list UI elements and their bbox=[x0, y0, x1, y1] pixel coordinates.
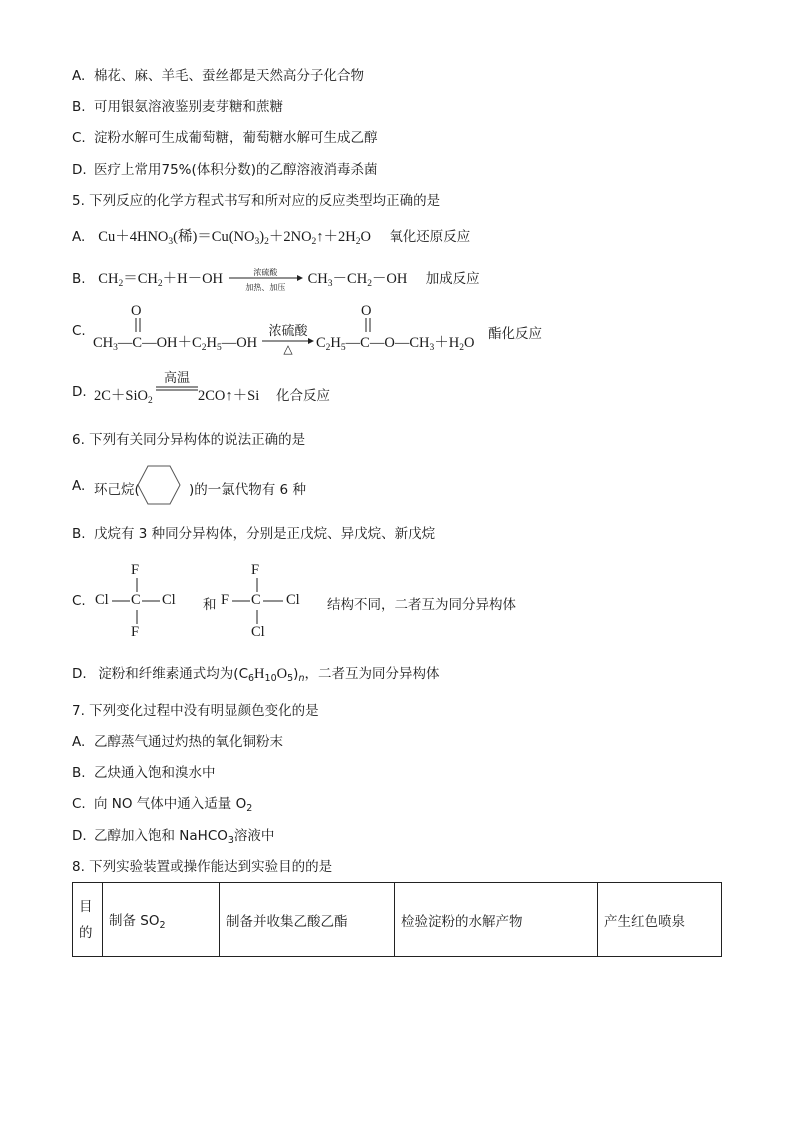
table-cell-ethyl-acetate: 制备并收集乙酸乙酯 bbox=[220, 883, 395, 957]
q7-option-b: B. 乙炔通入饱和溴水中 bbox=[72, 765, 216, 781]
reaction-arrow-c: 浓硫酸 △ bbox=[262, 320, 314, 356]
q5-option-b: B. $CH_2=CH_2+H-OH$ 浓硫酸 加热、加压 $CH_3-CH_2-OH$ 加成反应 bbox=[72, 268, 480, 292]
table-cell-fountain: 产生红色喷泉 bbox=[598, 883, 722, 957]
q6-option-b: B. 戊烷有 3 种同分异构体，分别是正戊烷、异戊烷、新戊烷 bbox=[72, 526, 436, 542]
q5-stem: 5. 下列反应的化学方程式书写和所对应的反应类型均正确的是 bbox=[72, 193, 441, 209]
condition-high-temp: 高温 bbox=[163, 371, 190, 386]
experiment-table bbox=[72, 882, 722, 957]
table-row bbox=[73, 883, 722, 957]
q4-option-d: D. 医疗上常用75%(体积分数)的乙醇溶液消毒杀菌 bbox=[72, 162, 378, 178]
q4-option-c: C. 淀粉水解可生成葡萄糖，葡萄糖水解可生成乙醇 bbox=[72, 130, 378, 146]
q4-option-a: A. 棉花、麻、羊毛、蚕丝都是天然高分子化合物 bbox=[72, 68, 364, 84]
q5-option-a: A. $Cu+4HNO_3$(稀)$=Cu(NO_3)_2+2NO_2↑+2H_2O$ 氧化还原反应 bbox=[72, 229, 471, 247]
table-header-cell: 目 的 bbox=[73, 883, 103, 957]
q6-stem: 6. 下列有关同分异构体的说法正确的是 bbox=[72, 432, 306, 448]
cyclohexane-icon bbox=[137, 465, 181, 505]
equation-b: $CH_2=CH_2+H-OH$ bbox=[98, 271, 224, 289]
q8-stem: 8. 下列实验装置或操作能达到实验目的的是 bbox=[72, 859, 333, 875]
carbonyl-oxygen-right: O bbox=[361, 303, 372, 319]
reaction-arrow-b: 浓硫酸 加热、加压 bbox=[227, 270, 303, 288]
q7-option-d: D. 乙醇加入饱和 NaHCO$_3$溶液中 bbox=[72, 828, 275, 846]
carbonyl-oxygen-left: O bbox=[131, 303, 142, 319]
ethyl-acetate: $C_2H_5—C—O—CH_3+H_2O$ bbox=[316, 335, 475, 353]
q7-option-a: A. 乙醇蒸气通过灼热的氧化铜粉末 bbox=[72, 734, 283, 750]
q7-stem: 7. 下列变化过程中没有明显颜色变化的是 bbox=[72, 703, 319, 719]
double-bond-left bbox=[133, 318, 143, 332]
table-cell-so2: 制备 $SO_2$ bbox=[103, 883, 220, 957]
acetic-acid: $CH_3—C—OH+C_2H_5—OH$ bbox=[93, 335, 258, 353]
q4-option-b: B. 可用银氨溶液鉴别麦芽糖和蔗糖 bbox=[72, 99, 283, 115]
q7-option-c: C. 向 NO 气体中通入适量 $O_2$ bbox=[72, 796, 253, 814]
q6-option-d: D. 淀粉和纤维素通式均为$(C_6H_{10}O_5)_n$，二者互为同分异构体 bbox=[72, 666, 440, 684]
double-bond-right bbox=[363, 318, 373, 332]
equation-a: $Cu+4HNO_3$(稀)$=Cu(NO_3)_2+2NO_2↑+2H_2O$ bbox=[98, 229, 372, 247]
table-cell-starch: 检验淀粉的水解产物 bbox=[395, 883, 598, 957]
